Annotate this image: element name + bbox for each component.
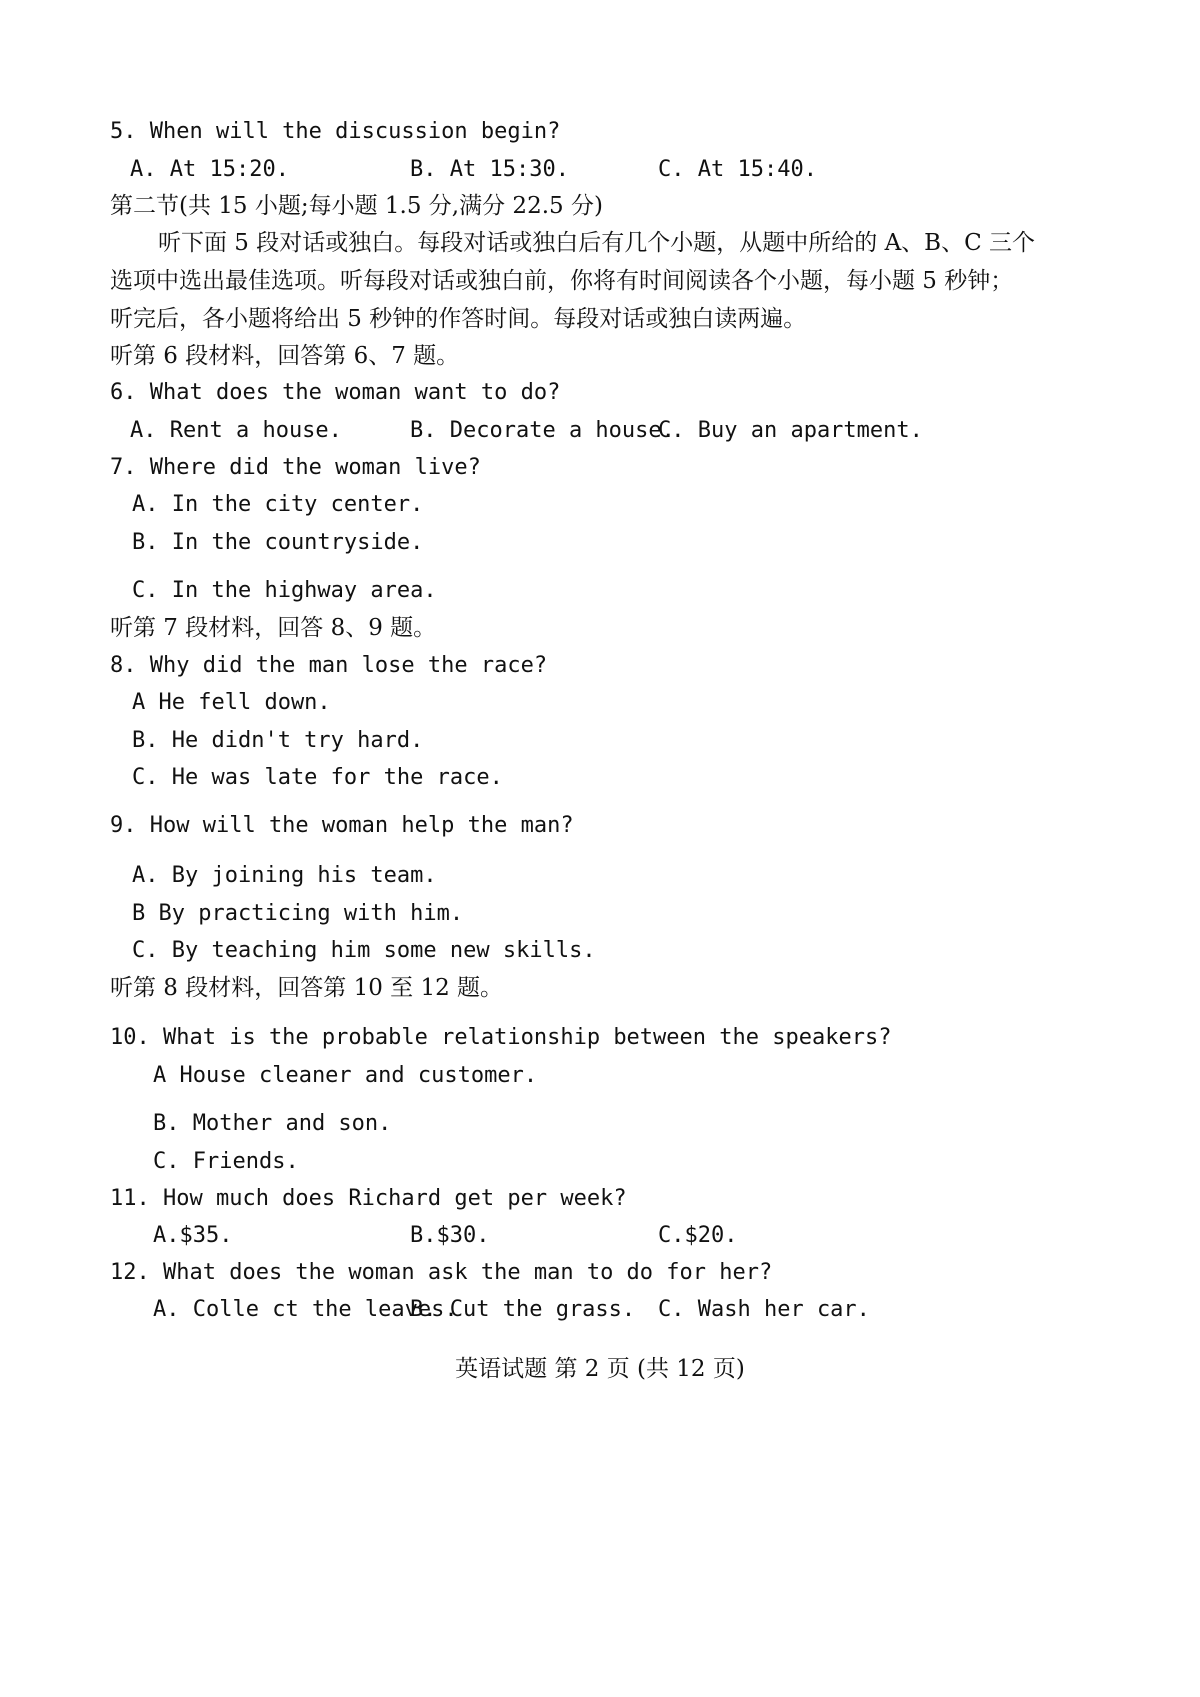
question-7-stem: 7. Where did the woman live?	[110, 455, 481, 480]
question-5-stem: 5. When will the discussion begin?	[110, 119, 561, 144]
question-10-option-b: B. Mother and son.	[153, 1111, 392, 1136]
question-6-stem: 6. What does the woman want to do?	[110, 380, 561, 405]
section-2-instructions-line-3: 听完后，各小题将给出 5 秒钟的作答时间。每段对话或独白读两遍。	[110, 306, 807, 332]
question-10-stem: 10. What is the probable relationship between the speakers?	[110, 1025, 892, 1050]
material-7-heading: 听第 7 段材料，回答 8、9 题。	[110, 615, 437, 641]
question-11-option-c: C.$20.	[658, 1223, 738, 1248]
question-12-option-b: B. Cut the grass.	[410, 1297, 636, 1322]
question-10-option-c: C. Friends.	[153, 1149, 299, 1174]
question-11-stem: 11. How much does Richard get per week?	[110, 1186, 627, 1211]
question-5-option-c: C. At 15:40.	[658, 157, 817, 182]
question-7-option-c: C. In the highway area.	[132, 578, 437, 603]
question-11-option-b: B.$30.	[410, 1223, 490, 1248]
question-12-stem: 12. What does the woman ask the man to do for her?	[110, 1260, 773, 1285]
material-8-heading: 听第 8 段材料，回答第 10 至 12 题。	[110, 975, 504, 1001]
question-8-option-a: A He fell down.	[132, 690, 331, 715]
question-9-stem: 9. How will the woman help the man?	[110, 813, 574, 838]
question-8-option-c: C. He was late for the race.	[132, 765, 503, 790]
question-6-option-c: C. Buy an apartment.	[658, 418, 923, 443]
question-12-option-c: C. Wash her car.	[658, 1297, 870, 1322]
question-9-option-b: B By practicing with him.	[132, 901, 464, 926]
section-2-instructions-line-1: 听下面 5 段对话或独白。每段对话或独白后有几个小题，从题中所给的 A、B、C 三个	[158, 230, 1035, 256]
question-6-option-a: A. Rent a house.	[130, 418, 342, 443]
section-2-instructions-line-2: 选项中选出最佳选项。听每段对话或独白前，你将有时间阅读各个小题，每小题 5 秒钟；	[110, 268, 1014, 294]
material-6-heading: 听第 6 段材料，回答第 6、7 题。	[110, 343, 460, 369]
question-8-stem: 8. Why did the man lose the race?	[110, 653, 548, 678]
question-5-option-a: A. At 15:20.	[130, 157, 289, 182]
question-10-option-a: A House cleaner and customer.	[153, 1063, 538, 1088]
question-11-option-a: A.$35.	[153, 1223, 233, 1248]
page-footer: 英语试题 第 2 页 (共 12 页)	[455, 1356, 745, 1382]
section-2-title: 第二节(共 15 小题;每小题 1.5 分,满分 22.5 分)	[110, 193, 603, 219]
question-12-option-a: A. Colle ct the leaves.	[153, 1297, 458, 1322]
question-7-option-b: B. In the countryside.	[132, 530, 424, 555]
question-6-option-b: B. Decorate a house.	[410, 418, 675, 443]
question-7-option-a: A. In the city center.	[132, 492, 424, 517]
question-8-option-b: B. He didn't try hard.	[132, 728, 424, 753]
question-9-option-c: C. By teaching him some new skills.	[132, 938, 596, 963]
question-9-option-a: A. By joining his team.	[132, 863, 437, 888]
question-5-option-b: B. At 15:30.	[410, 157, 569, 182]
